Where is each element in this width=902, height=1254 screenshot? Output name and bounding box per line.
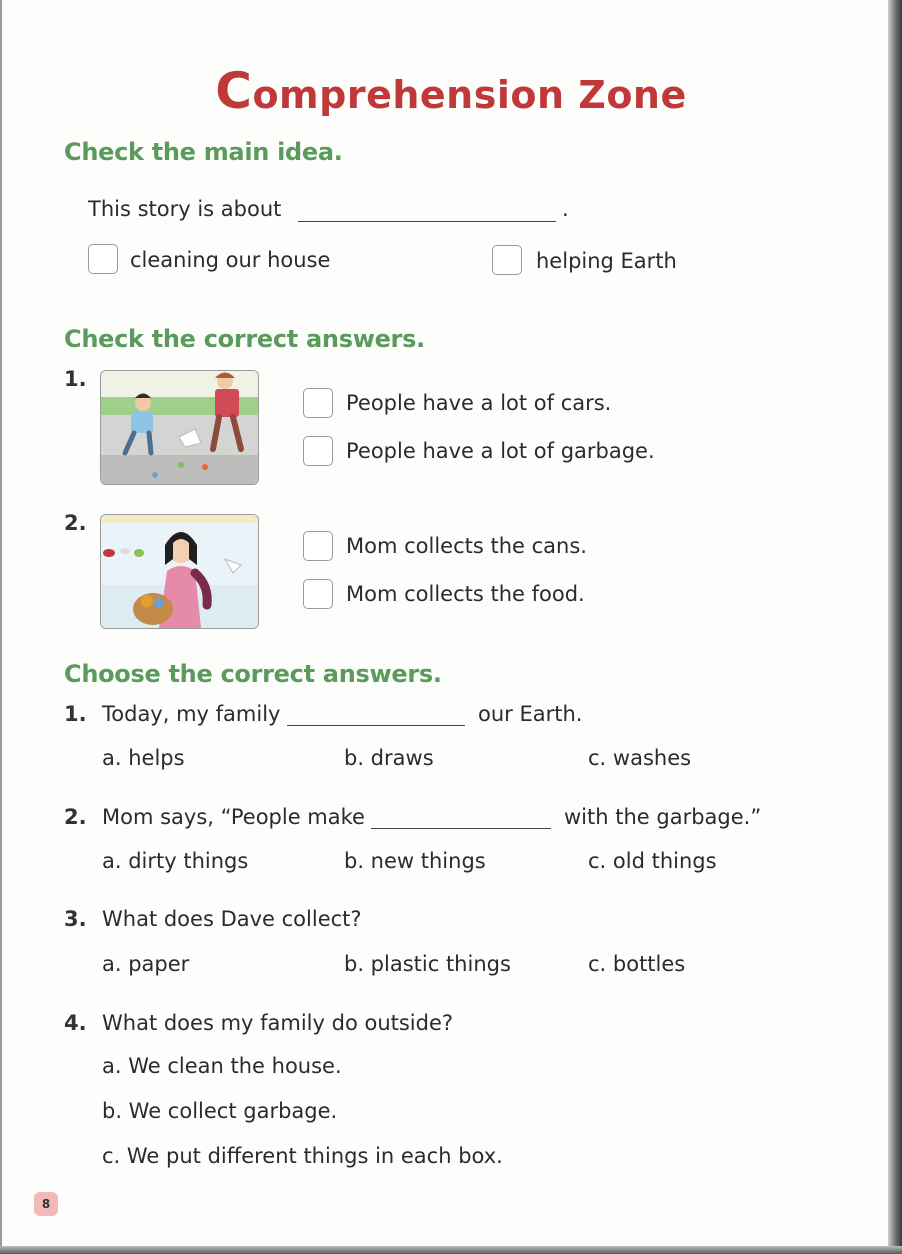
q3-text: What does Dave collect? bbox=[102, 907, 362, 931]
item-1-number: 1. bbox=[64, 367, 87, 391]
heading-main-idea: Check the main idea. bbox=[64, 138, 343, 166]
scan-edge-right bbox=[888, 0, 902, 1254]
checkbox-item2-cans[interactable] bbox=[303, 531, 333, 561]
option-cleaning-house: cleaning our house bbox=[130, 248, 331, 272]
q1-choice-b[interactable]: b. draws bbox=[344, 746, 434, 770]
q1-choice-a[interactable]: a. helps bbox=[102, 746, 185, 770]
q2-text-after: with the garbage.” bbox=[564, 805, 762, 829]
illustration-kids-picking-garbage bbox=[100, 370, 259, 485]
q2-choice-c[interactable]: c. old things bbox=[588, 849, 717, 873]
scan-edge-left bbox=[0, 0, 2, 1254]
q4-number: 4. bbox=[64, 1011, 87, 1035]
q2-choice-b[interactable]: b. new things bbox=[344, 849, 486, 873]
q2-number: 2. bbox=[64, 805, 87, 829]
scan-edge-bottom bbox=[0, 1246, 902, 1254]
item-2-number: 2. bbox=[64, 511, 87, 535]
checkbox-cleaning-house[interactable] bbox=[88, 244, 118, 274]
q4-choice-a[interactable]: a. We clean the house. bbox=[102, 1054, 342, 1078]
q1-choice-c[interactable]: c. washes bbox=[588, 746, 692, 770]
title-rest: omprehension Zone bbox=[252, 73, 687, 117]
q1-number: 1. bbox=[64, 702, 87, 726]
main-idea-period: . bbox=[562, 197, 569, 221]
checkbox-helping-earth[interactable] bbox=[492, 245, 522, 275]
checkbox-item1-garbage[interactable] bbox=[303, 436, 333, 466]
item2-option-food: Mom collects the food. bbox=[346, 582, 585, 606]
title-first-letter: C bbox=[215, 62, 253, 120]
item1-option-garbage: People have a lot of garbage. bbox=[346, 439, 655, 463]
q3-choice-c[interactable]: c. bottles bbox=[588, 952, 686, 976]
q3-choice-a[interactable]: a. paper bbox=[102, 952, 190, 976]
illustration-mom-collecting bbox=[100, 514, 259, 629]
item1-option-cars: People have a lot of cars. bbox=[346, 391, 612, 415]
checkbox-item1-cars[interactable] bbox=[303, 388, 333, 418]
item2-option-cans: Mom collects the cans. bbox=[346, 534, 587, 558]
q1-blank[interactable] bbox=[287, 725, 465, 726]
q4-text: What does my family do outside? bbox=[102, 1011, 454, 1035]
q3-choice-b[interactable]: b. plastic things bbox=[344, 952, 511, 976]
q2-choice-a[interactable]: a. dirty things bbox=[102, 849, 249, 873]
q4-choice-c[interactable]: c. We put different things in each box. bbox=[102, 1144, 503, 1168]
q2-blank[interactable] bbox=[371, 828, 551, 829]
q1-text-after: our Earth. bbox=[478, 702, 583, 726]
q2-text-before: Mom says, “People make bbox=[102, 805, 365, 829]
heading-choose-answers: Choose the correct answers. bbox=[64, 660, 442, 688]
heading-check-answers: Check the correct answers. bbox=[64, 325, 425, 353]
checkbox-item2-food[interactable] bbox=[303, 579, 333, 609]
option-helping-earth: helping Earth bbox=[536, 249, 677, 273]
page-title bbox=[0, 62, 902, 120]
q3-number: 3. bbox=[64, 907, 87, 931]
page-number-badge: 8 bbox=[34, 1192, 58, 1216]
q4-choice-b[interactable]: b. We collect garbage. bbox=[102, 1099, 338, 1123]
main-idea-prompt: This story is about bbox=[88, 197, 282, 221]
main-idea-blank[interactable] bbox=[298, 221, 556, 222]
q1-text-before: Today, my family bbox=[102, 702, 281, 726]
